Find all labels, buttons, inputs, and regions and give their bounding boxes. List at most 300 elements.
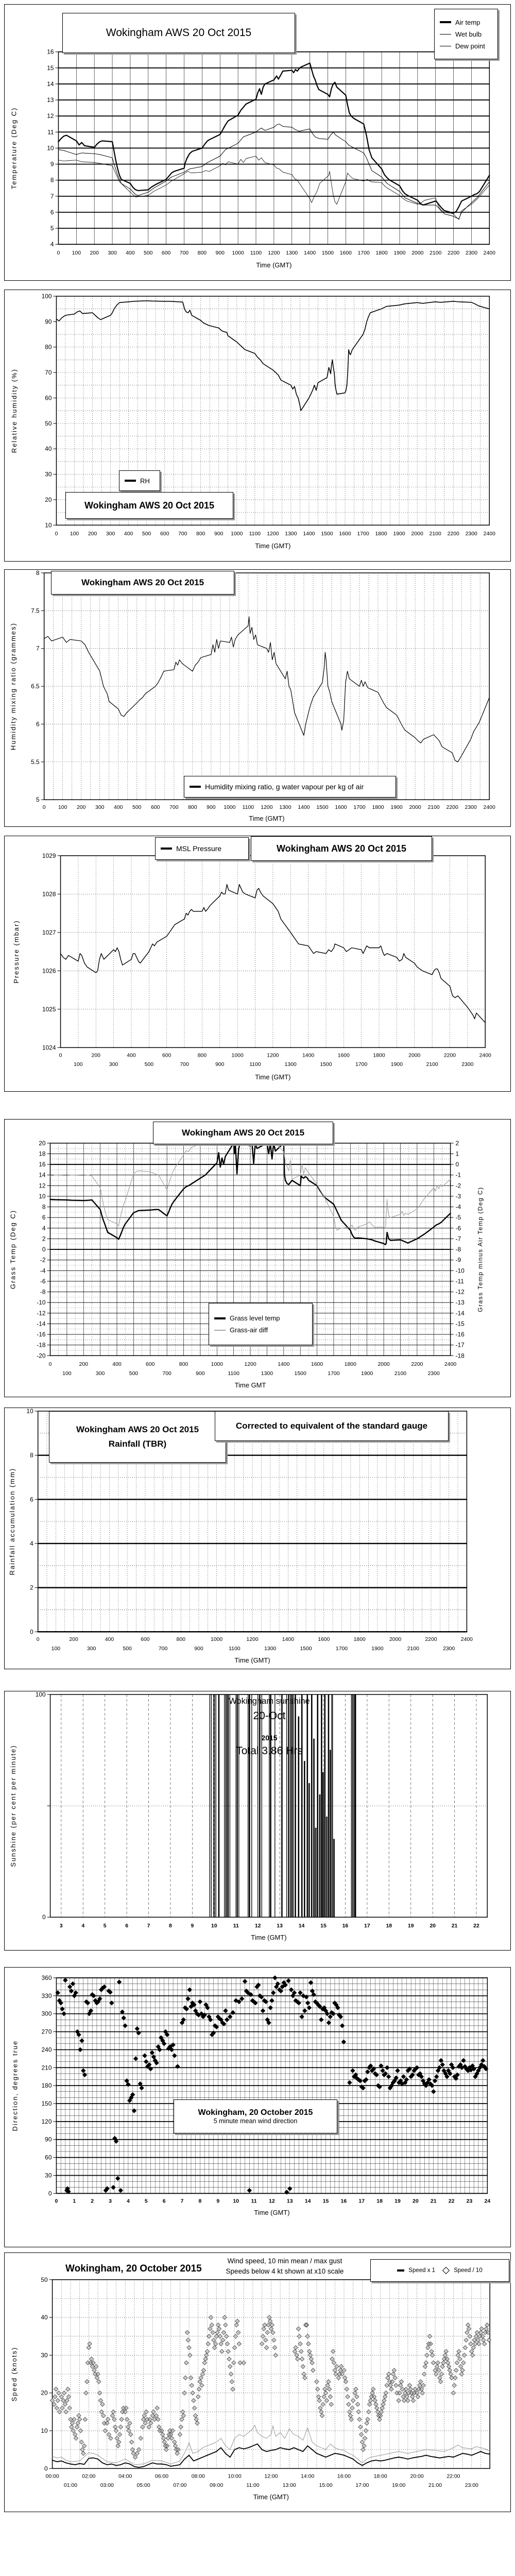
svg-text:1300: 1300 <box>286 250 298 257</box>
title-text: Wokingham AWS 20 Oct 2015 <box>181 1128 305 1138</box>
svg-text:300: 300 <box>95 805 105 811</box>
svg-text:0: 0 <box>42 805 46 811</box>
svg-text:6: 6 <box>50 208 54 216</box>
chart-title <box>251 836 432 861</box>
svg-text:1900: 1900 <box>393 250 406 257</box>
chart-title <box>62 13 295 53</box>
svg-text:-8: -8 <box>455 1246 461 1253</box>
svg-text:13:00: 13:00 <box>282 2483 296 2489</box>
legend-item <box>190 783 364 791</box>
svg-text:0: 0 <box>48 1362 52 1368</box>
svg-text:1400: 1400 <box>298 805 310 811</box>
svg-text:8: 8 <box>30 1451 33 1459</box>
svg-text:700: 700 <box>162 1371 171 1377</box>
svg-text:2200: 2200 <box>411 1362 423 1368</box>
legend-item <box>214 1314 280 1322</box>
svg-text:23: 23 <box>466 2198 473 2205</box>
svg-text:200: 200 <box>90 250 99 257</box>
chart-title <box>49 1411 226 1463</box>
svg-text:60: 60 <box>45 394 52 402</box>
svg-text:210: 210 <box>41 2064 52 2072</box>
svg-text:9: 9 <box>191 1923 194 1929</box>
svg-text:01:00: 01:00 <box>63 2483 78 2489</box>
svg-text:270: 270 <box>41 2028 52 2036</box>
svg-text:1000: 1000 <box>232 250 244 257</box>
svg-text:240: 240 <box>41 2046 52 2054</box>
svg-text:19: 19 <box>407 1923 414 1929</box>
svg-text:50: 50 <box>41 2276 48 2283</box>
svg-text:18: 18 <box>376 2198 383 2205</box>
wind-speed-chart <box>5 2253 510 2512</box>
svg-text:1600: 1600 <box>335 805 347 811</box>
title-line: 20-Oct <box>253 1710 286 1722</box>
svg-text:1600: 1600 <box>318 1637 330 1643</box>
svg-text:400: 400 <box>124 531 133 537</box>
svg-text:600: 600 <box>141 1637 150 1643</box>
svg-text:Grass Temp (Deg C): Grass Temp (Deg C) <box>9 1209 17 1290</box>
title-line: Rainfall (TBR) <box>108 1439 167 1449</box>
svg-text:900: 900 <box>196 1371 205 1377</box>
legend-wind-speed <box>370 2259 509 2282</box>
legend-label: Dew point <box>455 42 485 50</box>
svg-text:200: 200 <box>76 805 86 811</box>
legend-item <box>161 844 221 853</box>
svg-text:2300: 2300 <box>443 1646 455 1652</box>
svg-text:1100: 1100 <box>249 1062 261 1068</box>
svg-text:500: 500 <box>129 1371 139 1377</box>
title-line: 2015 <box>261 1734 278 1742</box>
legend-label: Wet bulb <box>455 30 482 38</box>
svg-text:8: 8 <box>50 176 54 184</box>
legend-item <box>214 1326 268 1334</box>
svg-text:12: 12 <box>254 1923 261 1929</box>
svg-text:9: 9 <box>216 2198 220 2205</box>
svg-text:Time (GMT): Time (GMT) <box>253 2493 289 2501</box>
svg-text:2400: 2400 <box>483 805 495 811</box>
svg-text:14:00: 14:00 <box>301 2473 315 2480</box>
svg-text:10: 10 <box>45 521 52 529</box>
svg-text:Pressure (mbar): Pressure (mbar) <box>12 920 20 984</box>
thick-line-swatch <box>161 848 172 850</box>
svg-text:1800: 1800 <box>375 531 387 537</box>
svg-text:200: 200 <box>91 1053 100 1059</box>
svg-text:Time (GMT): Time (GMT) <box>234 1656 270 1665</box>
svg-text:1900: 1900 <box>371 1646 384 1652</box>
svg-text:2200: 2200 <box>425 1637 437 1643</box>
svg-text:4: 4 <box>81 1923 85 1929</box>
title-text: Wokingham AWS 20 Oct 2015 <box>81 578 204 587</box>
svg-text:90: 90 <box>45 318 52 326</box>
svg-text:2100: 2100 <box>430 250 442 257</box>
svg-text:16: 16 <box>342 1923 349 1929</box>
svg-text:Grass Temp minus Air Temp (Deg: Grass Temp minus Air Temp (Deg C) <box>476 1187 484 1312</box>
svg-text:03:00: 03:00 <box>100 2483 114 2489</box>
svg-text:2: 2 <box>455 1139 459 1147</box>
svg-text:14: 14 <box>47 80 54 88</box>
svg-text:1100: 1100 <box>242 805 254 811</box>
svg-text:400: 400 <box>127 1053 136 1059</box>
svg-text:-14: -14 <box>455 1309 465 1317</box>
svg-text:1000: 1000 <box>231 1053 244 1059</box>
svg-text:-10: -10 <box>455 1267 465 1275</box>
svg-text:6: 6 <box>30 1496 33 1503</box>
svg-text:5: 5 <box>36 796 40 804</box>
svg-text:1000: 1000 <box>224 805 236 811</box>
chart-title <box>153 1122 333 1144</box>
svg-text:07:00: 07:00 <box>173 2483 187 2489</box>
svg-text:7.5: 7.5 <box>31 607 40 615</box>
svg-text:14: 14 <box>39 1171 46 1179</box>
legend-label: Grass level temp <box>230 1314 280 1322</box>
legend-label: MSL Pressure <box>176 844 222 853</box>
svg-text:22: 22 <box>448 2198 455 2205</box>
svg-text:3: 3 <box>59 1923 63 1929</box>
svg-text:4: 4 <box>42 1224 46 1232</box>
svg-text:12:00: 12:00 <box>264 2473 278 2480</box>
svg-text:6: 6 <box>36 720 40 728</box>
panel-rainfall <box>4 1408 511 1669</box>
svg-text:1500: 1500 <box>294 1371 306 1377</box>
svg-text:-6: -6 <box>455 1224 461 1232</box>
svg-text:1200: 1200 <box>244 1362 256 1368</box>
svg-text:1800: 1800 <box>344 1362 356 1368</box>
svg-text:1300: 1300 <box>285 531 297 537</box>
svg-text:2000: 2000 <box>389 1637 402 1643</box>
legend-label: Grass-air diff <box>230 1326 268 1334</box>
svg-text:2400: 2400 <box>444 1362 457 1368</box>
svg-text:400: 400 <box>105 1637 114 1643</box>
svg-text:7: 7 <box>50 192 54 200</box>
title-text: Wokingham AWS 20 Oct 2015 <box>276 843 407 854</box>
svg-text:100: 100 <box>51 1646 61 1652</box>
svg-text:60: 60 <box>45 2154 52 2161</box>
svg-text:1024: 1024 <box>42 1044 56 1052</box>
svg-text:800: 800 <box>176 1637 185 1643</box>
svg-text:Speed (knots): Speed (knots) <box>10 2346 18 2402</box>
title-line: 5 minute mean wind direction <box>213 2117 298 2125</box>
diamond-swatch <box>442 2267 450 2274</box>
svg-text:10: 10 <box>47 144 54 152</box>
svg-text:16: 16 <box>39 1161 46 1168</box>
svg-text:-11: -11 <box>455 1277 464 1285</box>
legend-temperature <box>434 9 498 59</box>
svg-text:2000: 2000 <box>409 805 421 811</box>
svg-text:800: 800 <box>197 1053 207 1059</box>
svg-text:1100: 1100 <box>249 531 261 537</box>
svg-text:1800: 1800 <box>375 250 388 257</box>
svg-text:15: 15 <box>47 64 54 72</box>
svg-text:2400: 2400 <box>479 1053 491 1059</box>
svg-text:100: 100 <box>41 292 52 300</box>
svg-text:1700: 1700 <box>328 1371 340 1377</box>
legend-item <box>440 30 482 38</box>
svg-text:24: 24 <box>484 2198 491 2205</box>
svg-text:10: 10 <box>211 1923 217 1929</box>
svg-text:1000: 1000 <box>231 531 243 537</box>
svg-text:2300: 2300 <box>461 1062 474 1068</box>
svg-text:18:00: 18:00 <box>373 2473 387 2480</box>
svg-text:2200: 2200 <box>443 1053 456 1059</box>
svg-text:10: 10 <box>233 2198 239 2205</box>
svg-text:-20: -20 <box>37 1352 46 1360</box>
svg-text:180: 180 <box>41 2082 52 2090</box>
svg-text:-2: -2 <box>40 1256 46 1264</box>
legend-pressure <box>155 837 249 860</box>
svg-text:2000: 2000 <box>408 1053 421 1059</box>
svg-text:1500: 1500 <box>321 250 334 257</box>
svg-text:04:00: 04:00 <box>118 2473 132 2480</box>
svg-text:7: 7 <box>180 2198 184 2205</box>
svg-text:7: 7 <box>36 645 40 652</box>
svg-text:0: 0 <box>36 1637 40 1643</box>
svg-text:1700: 1700 <box>357 531 369 537</box>
svg-text:1600: 1600 <box>339 531 351 537</box>
svg-text:22:00: 22:00 <box>447 2473 460 2480</box>
svg-text:14: 14 <box>298 1923 305 1929</box>
svg-text:8: 8 <box>169 1923 172 1929</box>
svg-text:5: 5 <box>103 1923 107 1929</box>
thick-line-swatch <box>440 21 451 23</box>
svg-text:2000: 2000 <box>411 250 424 257</box>
legend-label: RH <box>140 477 150 485</box>
svg-text:Rainfall accumulation (mm): Rainfall accumulation (mm) <box>8 1467 16 1575</box>
svg-text:0: 0 <box>42 1246 46 1253</box>
svg-text:20: 20 <box>45 496 52 503</box>
svg-text:100: 100 <box>74 1062 83 1068</box>
svg-text:-3: -3 <box>455 1192 461 1200</box>
legend-label: Humidity mixing ratio, g water vapour per kg of air <box>205 783 364 791</box>
svg-text:11: 11 <box>47 128 54 136</box>
svg-text:-10: -10 <box>37 1299 46 1307</box>
svg-text:17:00: 17:00 <box>355 2483 369 2489</box>
svg-text:500: 500 <box>142 531 151 537</box>
svg-text:1500: 1500 <box>300 1646 312 1652</box>
svg-text:-7: -7 <box>455 1235 461 1243</box>
title-line: Wokingham, 20 October 2015 <box>198 2108 313 2117</box>
svg-text:-13: -13 <box>455 1299 465 1307</box>
svg-text:400: 400 <box>126 250 135 257</box>
svg-text:1900: 1900 <box>390 1062 403 1068</box>
svg-text:Humidity mixing ratio (grammes: Humidity mixing ratio (grammes) <box>9 622 17 751</box>
svg-text:800: 800 <box>196 531 205 537</box>
svg-text:00:00: 00:00 <box>45 2473 59 2480</box>
svg-text:6: 6 <box>125 1923 129 1929</box>
svg-text:15: 15 <box>320 1923 327 1929</box>
svg-text:1600: 1600 <box>339 250 352 257</box>
svg-text:30: 30 <box>41 2351 48 2359</box>
svg-text:15: 15 <box>322 2198 329 2205</box>
svg-text:Time (GMT): Time (GMT) <box>249 815 285 823</box>
svg-text:10:00: 10:00 <box>228 2473 242 2480</box>
svg-text:14: 14 <box>304 2198 311 2205</box>
svg-text:-16: -16 <box>455 1331 465 1338</box>
svg-text:8: 8 <box>42 1203 46 1211</box>
svg-text:08:00: 08:00 <box>191 2473 205 2480</box>
title-line: Wokingham AWS 20 Oct 2015 <box>76 1425 199 1434</box>
svg-text:600: 600 <box>161 250 171 257</box>
svg-text:1500: 1500 <box>316 805 329 811</box>
svg-text:19:00: 19:00 <box>392 2483 406 2489</box>
gray-line-swatch <box>214 1330 226 1331</box>
svg-text:1200: 1200 <box>267 1053 279 1059</box>
svg-text:80: 80 <box>45 343 52 351</box>
svg-text:90: 90 <box>45 2136 52 2143</box>
svg-text:2200: 2200 <box>446 805 458 811</box>
svg-text:18: 18 <box>386 1923 392 1929</box>
grass-temp-chart <box>5 1120 510 1397</box>
svg-text:1300: 1300 <box>264 1646 277 1652</box>
svg-text:1027: 1027 <box>42 928 56 936</box>
svg-text:Temperature (Deg C): Temperature (Deg C) <box>10 107 18 190</box>
svg-text:700: 700 <box>178 531 187 537</box>
svg-text:300: 300 <box>41 2010 52 2018</box>
svg-text:0: 0 <box>42 1913 46 1921</box>
svg-text:300: 300 <box>109 1062 118 1068</box>
svg-text:2400: 2400 <box>483 531 495 537</box>
svg-text:16: 16 <box>47 48 54 56</box>
svg-text:1600: 1600 <box>337 1053 350 1059</box>
svg-text:18: 18 <box>39 1150 46 1158</box>
svg-text:-18: -18 <box>37 1341 46 1349</box>
svg-text:900: 900 <box>215 1062 225 1068</box>
sunshine-chart <box>5 1691 510 1950</box>
svg-text:100: 100 <box>35 1691 46 1698</box>
svg-text:1100: 1100 <box>229 1646 241 1652</box>
svg-text:10: 10 <box>26 1408 33 1415</box>
svg-text:12: 12 <box>269 2198 275 2205</box>
thick-line-swatch <box>125 480 136 482</box>
svg-text:Time (GMT): Time (GMT) <box>254 2209 290 2217</box>
svg-text:1300: 1300 <box>284 1062 297 1068</box>
svg-text:300: 300 <box>87 1646 96 1652</box>
svg-text:02:00: 02:00 <box>82 2473 96 2480</box>
svg-text:70: 70 <box>45 369 52 377</box>
legend-item <box>125 477 150 485</box>
svg-text:1500: 1500 <box>320 1062 332 1068</box>
svg-text:600: 600 <box>151 805 160 811</box>
svg-text:200: 200 <box>69 1637 78 1643</box>
svg-text:1700: 1700 <box>355 1062 368 1068</box>
svg-text:1025: 1025 <box>42 1005 56 1013</box>
svg-text:1000: 1000 <box>211 1637 223 1643</box>
svg-text:Relative humidity (%): Relative humidity (%) <box>10 368 18 453</box>
legend-grass-temp <box>209 1303 313 1345</box>
svg-text:8: 8 <box>198 2198 202 2205</box>
svg-text:21:00: 21:00 <box>428 2483 442 2489</box>
legend-item <box>443 2267 483 2274</box>
svg-text:1200: 1200 <box>268 250 280 257</box>
legend-label: Speed / 10 <box>454 2267 483 2274</box>
svg-text:1400: 1400 <box>303 531 315 537</box>
panel-grass-temp <box>4 1119 511 1397</box>
svg-text:1026: 1026 <box>42 967 56 975</box>
svg-text:100: 100 <box>58 805 67 811</box>
svg-text:8: 8 <box>36 570 40 577</box>
annotation-line: Wind speed, 10 min mean / max gust <box>227 2257 342 2265</box>
svg-text:10: 10 <box>41 2427 48 2435</box>
svg-text:2300: 2300 <box>465 250 478 257</box>
svg-text:05:00: 05:00 <box>136 2483 150 2489</box>
svg-text:800: 800 <box>188 805 197 811</box>
svg-text:1400: 1400 <box>282 1637 295 1643</box>
svg-text:-4: -4 <box>455 1203 461 1211</box>
svg-text:11:00: 11:00 <box>246 2483 260 2489</box>
legend-item <box>440 42 485 50</box>
svg-text:20:00: 20:00 <box>410 2473 424 2480</box>
svg-text:1700: 1700 <box>335 1646 348 1652</box>
svg-text:13: 13 <box>47 96 54 104</box>
svg-text:0: 0 <box>55 2198 58 2205</box>
svg-text:2100: 2100 <box>407 1646 419 1652</box>
svg-text:19: 19 <box>394 2198 401 2205</box>
svg-text:100: 100 <box>62 1371 72 1377</box>
chart-title <box>65 492 233 519</box>
svg-text:12: 12 <box>47 112 54 120</box>
svg-text:16:00: 16:00 <box>337 2473 351 2480</box>
svg-text:7: 7 <box>147 1923 150 1929</box>
svg-text:-8: -8 <box>40 1288 46 1296</box>
svg-text:-1: -1 <box>455 1171 461 1179</box>
svg-text:500: 500 <box>123 1646 132 1652</box>
svg-text:15:00: 15:00 <box>319 2483 333 2489</box>
svg-text:1800: 1800 <box>372 805 384 811</box>
svg-text:Time GMT: Time GMT <box>234 1381 266 1389</box>
svg-text:700: 700 <box>169 805 179 811</box>
svg-text:1300: 1300 <box>261 1371 273 1377</box>
svg-text:6: 6 <box>42 1214 46 1222</box>
note-text: Corrected to equivalent of the standard gauge <box>235 1421 428 1431</box>
svg-text:1100: 1100 <box>250 250 262 257</box>
svg-text:Time (GMT): Time (GMT) <box>256 261 292 269</box>
svg-text:-6: -6 <box>40 1277 46 1285</box>
svg-text:800: 800 <box>197 250 207 257</box>
svg-text:-18: -18 <box>455 1352 465 1360</box>
svg-text:100: 100 <box>72 250 81 257</box>
svg-text:1400: 1400 <box>278 1362 290 1368</box>
svg-text:4: 4 <box>127 2198 130 2205</box>
thick-line-swatch <box>214 1317 226 1319</box>
svg-text:1: 1 <box>73 2198 76 2205</box>
svg-text:500: 500 <box>144 250 153 257</box>
svg-text:1400: 1400 <box>302 1053 315 1059</box>
svg-text:1900: 1900 <box>393 531 405 537</box>
svg-text:1800: 1800 <box>373 1053 385 1059</box>
svg-text:1900: 1900 <box>390 805 403 811</box>
svg-text:-17: -17 <box>455 1341 465 1349</box>
thick-line-swatch <box>190 786 201 788</box>
svg-text:-2: -2 <box>455 1182 461 1190</box>
legend-mixing-ratio <box>184 776 396 798</box>
svg-text:1500: 1500 <box>321 531 333 537</box>
svg-text:1300: 1300 <box>279 805 291 811</box>
svg-text:1200: 1200 <box>246 1637 259 1643</box>
svg-text:2000: 2000 <box>377 1362 390 1368</box>
svg-text:2100: 2100 <box>394 1371 407 1377</box>
svg-text:1900: 1900 <box>361 1371 373 1377</box>
svg-text:2: 2 <box>91 2198 94 2205</box>
svg-text:300: 300 <box>95 1371 105 1377</box>
svg-text:23:00: 23:00 <box>465 2483 478 2489</box>
panel-temperature <box>4 4 511 281</box>
svg-text:0: 0 <box>48 2190 52 2197</box>
svg-text:12: 12 <box>39 1182 46 1190</box>
svg-text:30: 30 <box>45 2172 52 2179</box>
svg-text:1028: 1028 <box>42 890 56 898</box>
svg-text:360: 360 <box>41 1974 52 1981</box>
svg-text:40: 40 <box>41 2314 48 2321</box>
svg-text:900: 900 <box>194 1646 203 1652</box>
svg-text:2000: 2000 <box>411 531 423 537</box>
